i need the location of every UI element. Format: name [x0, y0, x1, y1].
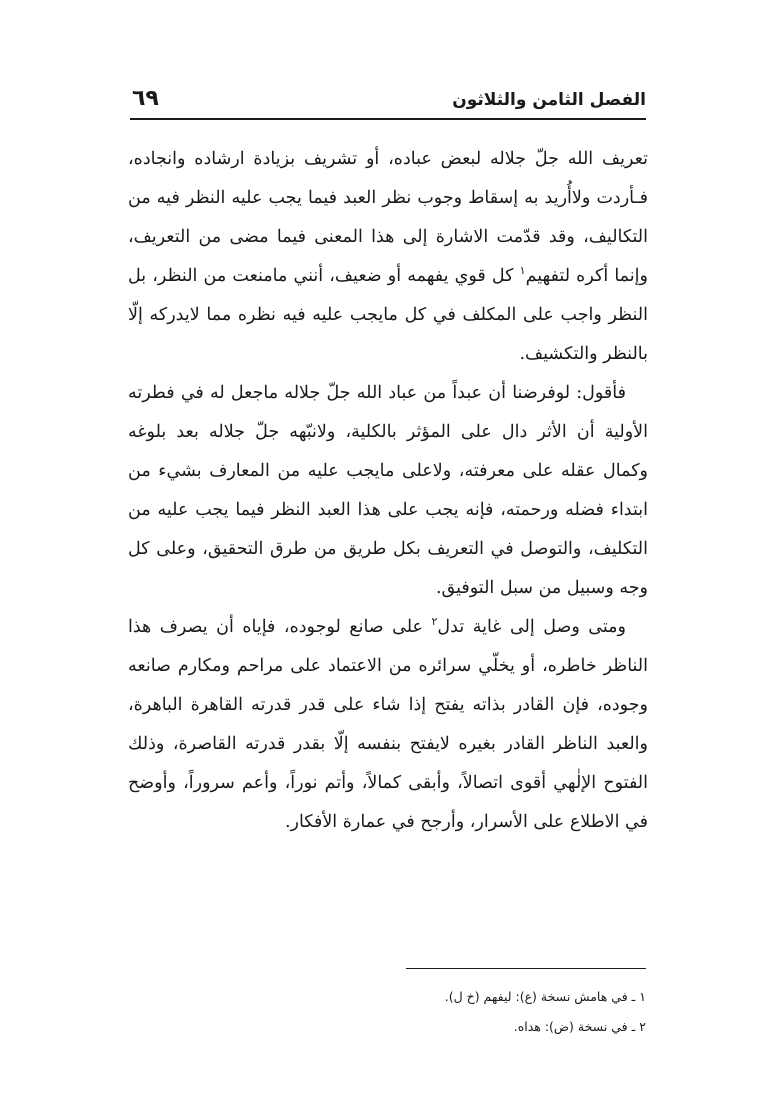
paragraph-1	[128, 140, 648, 374]
paragraph-2-text: فأقول: لوفرضنا أن عبداً من عباد الله جلّ جلاله ماجعل له في فطرته الأولية أن الأثر دال على المؤثر بالكلية، ولانبّهه جلّ جلاله بعد بلوغه وكمال عقله على معرفته، ولاعلى مايجب عليه من المعارف بشيء من ابتداء فضله ورحمته، فإنه يجب على هذا العبد النظر فيما يجب عليه من التكليف، والتوصل في التعريف بكل طريق من طرق التحقيق، وعلى كل وجه وسبيل من سبل التوفيق.	[128, 383, 648, 598]
paragraph-1-text: تعريف الله جلّ جلاله لبعض عباده، أو تشريف بزيادة ارشاده وانجاده، فـأردت ولاأُريد به إسقاط وجوب نظر العبد فيما يجب عليه النظر فيه من التكاليف، وقد قدّمت الاشارة إلى هذا المعنى فيما مضى من التعريف، وإنما أكره لتفهيم	[128, 149, 648, 286]
chapter-title: الفصل الثامن والثلاثون	[452, 90, 646, 110]
paragraph-3-continuation: على صانع لوجوده، فإياه أن يصرف هذا الناظر خاطره، أو يخلّي سرائره من الاعتماد على مراحم ومكارم صانعه وجوده، فإن القادر بذاته يفتح إذا شاء على قدر قدرته القاهرة الباهرة، والعبد الناظر القادر بغيره لايفتح بنفسه إلّا بقدر قدرته القاصرة، وذلك الفتوح الإلٰهي أقوى اتصالاً، وأبقى كمالاً، وأتم نوراً، وأعم سروراً، وأوضح في الاطلاع على الأسرار، وأرجح في عمارة الأفكار.	[128, 617, 648, 832]
page-header	[130, 88, 646, 124]
footnote-1: ١ ـ في هامش نسخة (ع): ليفهم (خ ل).	[444, 989, 646, 1004]
footnote-marker-1: ١	[519, 264, 526, 278]
paragraph-2	[128, 374, 648, 608]
paragraph-3	[128, 608, 648, 842]
paragraph-3-text: ومتى وصل إلى غاية تدل	[437, 617, 626, 637]
footnote-marker-2: ٢	[431, 615, 438, 629]
footnote-rule	[406, 968, 646, 969]
footnote-2: ٢ ـ في نسخة (ض): هداه.	[513, 1019, 646, 1034]
footnotes	[246, 982, 646, 1042]
header-rule	[130, 118, 646, 120]
main-text	[128, 140, 648, 842]
page-number: ٦٩	[132, 86, 159, 111]
paragraph-1-continuation: كل قوي يفهمه أو ضعيف، أنني مامنعت من النظر، بل النظر واجب على المكلف في كل مايجب عليه فيه نظره مما لايدركه إلّا بالنظر والتكشيف.	[128, 266, 648, 364]
